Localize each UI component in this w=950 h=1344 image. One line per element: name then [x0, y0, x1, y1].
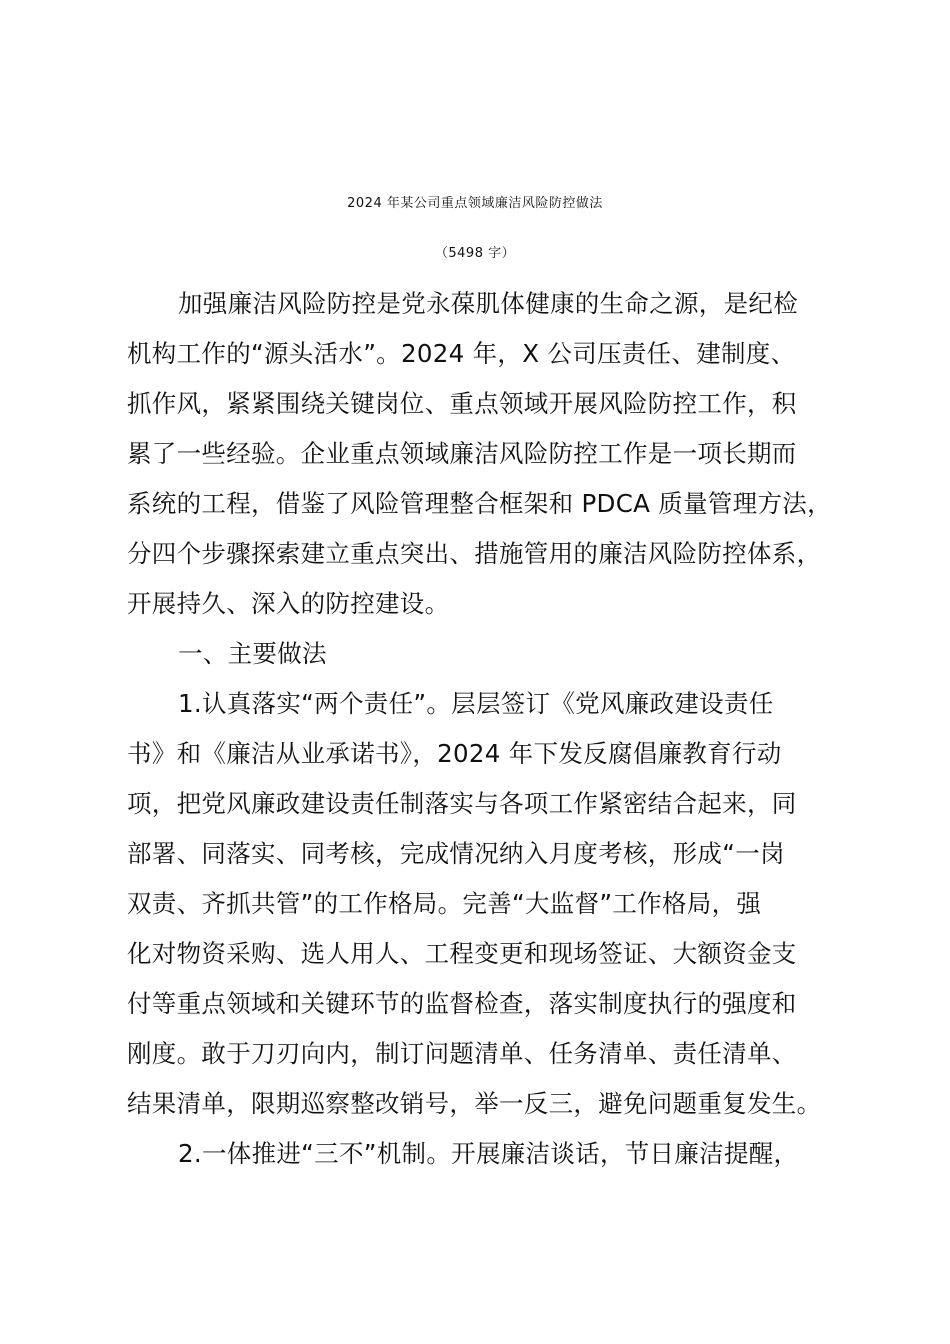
paragraph-line: 系统的工程，借鉴了风险管理整合框架和 PDCA 质量管理方法，	[127, 489, 832, 518]
document-title: 2024 年某公司重点领域廉洁风险防控做法	[347, 196, 603, 211]
section-heading: 一、主要做法	[178, 639, 327, 668]
paragraph-line: 机构工作的“源头活水”。2024 年，X 公司压责任、建制度、	[127, 339, 796, 368]
paragraph-line: 2.一体推进“三不”机制。开展廉洁谈话，节日廉洁提醒，	[178, 1139, 799, 1168]
paragraph-line: 双责、齐抓共管”的工作格局。完善“大监督”工作格局，强	[127, 889, 762, 918]
paragraph-line: 分四个步骤探索建立重点突出、措施管用的廉洁风险防控体系，	[127, 539, 822, 568]
paragraph-line: 部署、同落实、同考核，完成情况纳入月度考核，形成“一岗	[127, 839, 785, 868]
paragraph-line: 抓作风，紧紧围绕关键岗位、重点领域开展风险防控工作，积	[127, 389, 797, 418]
paragraph-line: 累了一些经验。企业重点领域廉洁风险防控工作是一项长期而	[127, 439, 797, 468]
paragraph-line: 开展持久、深入的防控建设。	[127, 589, 450, 618]
paragraph-line: 付等重点领域和关键环节的监督检查，落实制度执行的强度和	[127, 989, 797, 1018]
paragraph-line: 化对物资采购、选人用人、工程变更和现场签证、大额资金支	[127, 939, 797, 968]
paragraph-line: 刚度。敢于刀刃向内，制订问题清单、任务清单、责任清单、	[127, 1039, 797, 1068]
paragraph-line: 1.认真落实“两个责任”。层层签订《党风廉政建设责任	[178, 689, 774, 718]
paragraph-line: 结果清单，限期巡察整改销号，举一反三，避免问题重复发生。	[127, 1089, 822, 1118]
paragraph-line: 书》和《廉洁从业承诺书》，2024 年下发反腐倡廉教育行动	[127, 739, 782, 768]
paragraph-line: 加强廉洁风险防控是党永葆肌体健康的生命之源，是纪检	[178, 289, 798, 318]
document-title-word-count: （5498 字）	[434, 246, 516, 261]
paragraph-line: 项，把党风廉政建设责任制落实与各项工作紧密结合起来，同	[127, 789, 797, 818]
